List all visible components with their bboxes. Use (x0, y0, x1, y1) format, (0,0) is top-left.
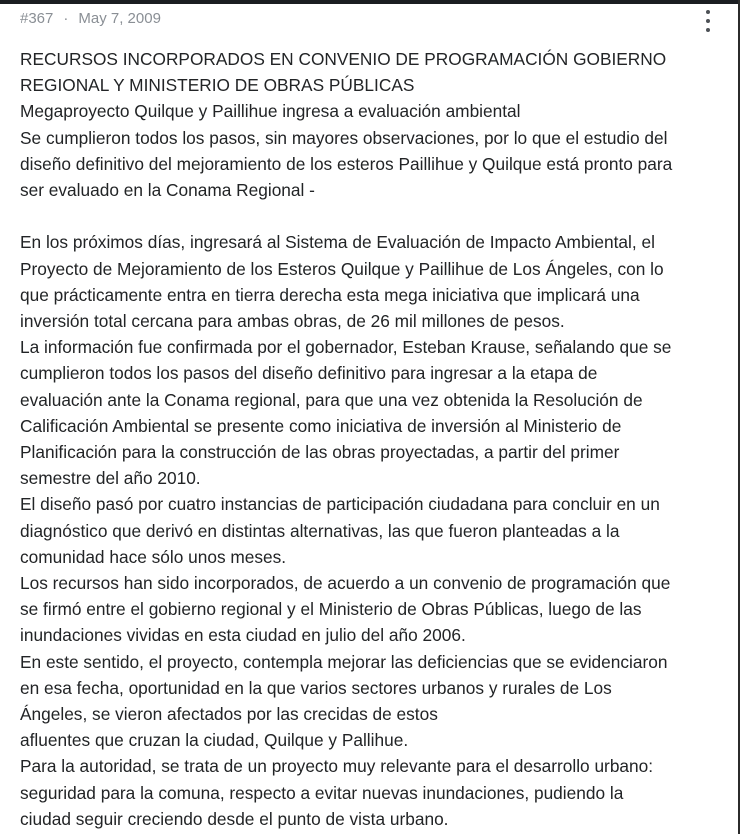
post-number-link[interactable]: #367 (20, 9, 54, 27)
post-paragraph-2: En los próximos días, ingresará al Sistema de Evaluación de Impacto Ambiental, el Proyecto de Mejoramiento de los Esteros Quilque y Paillihue de Los Ángeles, con lo que prácticamente entra en tierra derecha esta mega iniciativa que implicará una inversión total cercana para ambas obras, de 26 mil millones de pesos. La información fue confirmada por el gobernador, Esteban Krause, señalando que se cumplieron todos los pasos del diseño definitivo para ingresar a la etapa de evaluación ante la Conama regional, para que una vez obtenida la Resolución de Calificación Ambiental se presente como iniciativa de inversión al Ministerio de Planificación para la construcción de las obras proyectadas, a partir del primer semestre del año 2010. El diseño pasó por cuatro instancias de participación ciudadana para concluir en un diagnóstico que derivó en distintas alternativas, las que fueron planteadas a la comunidad hace sólo unos meses. Los recursos han sido incorporados, de acuerdo a un convenio de programación que se firmó entre el gobierno regional y el Ministerio de Obras Públicas, luego de las inundaciones vividas en esta ciudad en julio del año 2006. En este sentido, el proyecto, contempla mejorar las deficiencias que se evidenciaron en esa fecha, oportunidad en la que varios sectores urbanos y rurales de Los Ángeles, se vieron afectados por las crecidas de estos afluentes que cruzan la ciudad, Quilque y Pallihue. Para la autoridad, se trata de un proyecto muy relevante para el desarrollo urbano: seguridad para la comuna, respecto a evitar nuevas inundaciones, pudiendo la ciudad seguir creciendo desde el punto de vista urbano. (20, 232, 672, 829)
paragraph-gap (20, 203, 732, 229)
post-header (20, 8, 161, 28)
more-vertical-icon-dot (706, 28, 710, 32)
top-window-edge (0, 0, 740, 4)
more-vertical-icon-dot (706, 19, 710, 23)
post-date-link[interactable]: May 7, 2009 (78, 9, 161, 27)
more-vertical-icon (706, 10, 710, 14)
post-body (20, 46, 732, 832)
header-separator: · (63, 9, 69, 27)
post-paragraph-1: RECURSOS INCORPORADOS EN CONVENIO DE PROGRAMACIÓN GOBIERNO REGIONAL Y MINISTERIO DE OBRAS PÚBLICAS Megaproyecto Quilque y Paillihue ingresa a evaluación ambiental Se cumplieron todos los pasos, sin mayores observaciones, por lo que el estudio del diseño definitivo del mejoramiento de los esteros Paillihue y Quilque está pronto para ser evaluado en la Conama Regional - (20, 49, 673, 201)
more-options-button[interactable] (698, 10, 718, 32)
